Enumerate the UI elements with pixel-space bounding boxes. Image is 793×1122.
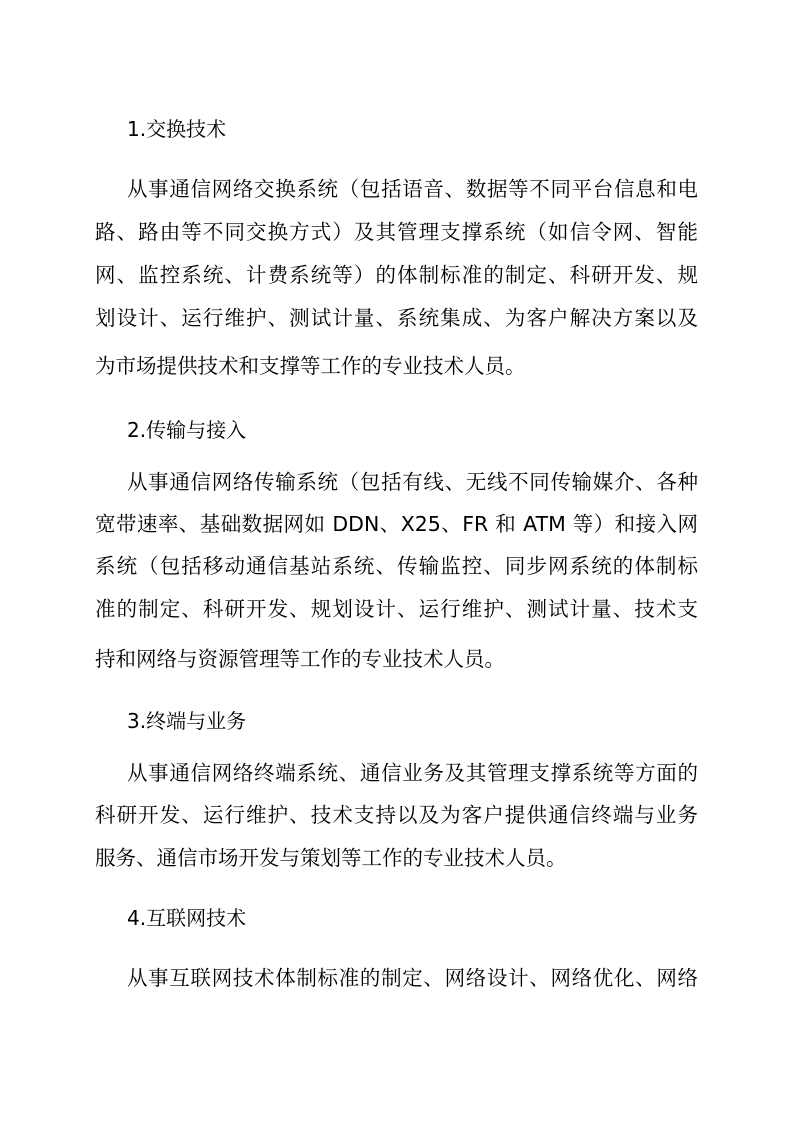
section-2-line-2: 宽带速率、基础数据网如 DDN、X25、FR 和 ATM 等）和接入网 bbox=[95, 512, 698, 536]
section-2-line-4: 准的制定、科研开发、规划设计、运行维护、测试计量、技术支 bbox=[95, 597, 698, 621]
section-1-line-3: 网、监控系统、计费系统等）的体制标准的制定、科研开发、规 bbox=[95, 263, 698, 287]
section-2-line-5: 持和网络与资源管理等工作的专业技术人员。 bbox=[95, 647, 505, 671]
section-2-heading: 2.传输与接入 bbox=[127, 418, 247, 442]
section-1-line-4: 划设计、运行维护、测试计量、系统集成、为客户解决方案以及 bbox=[95, 306, 698, 330]
section-1-line-1: 从事通信网络交换系统（包括语音、数据等不同平台信息和电 bbox=[127, 177, 698, 201]
section-4-line-1: 从事互联网技术体制标准的制定、网络设计、网络优化、网络 bbox=[127, 966, 698, 990]
section-1-line-5: 为市场提供技术和支撑等工作的专业技术人员。 bbox=[95, 354, 526, 378]
section-4-heading: 4.互联网技术 bbox=[127, 906, 247, 930]
section-2-line-1: 从事通信网络传输系统（包括有线、无线不同传输媒介、各种 bbox=[127, 470, 698, 494]
section-2-line-3: 系统（包括移动通信基站系统、传输监控、同步网系统的体制标 bbox=[95, 554, 698, 578]
section-1-heading: 1.交换技术 bbox=[127, 117, 227, 141]
section-3-line-3: 服务、通信市场开发与策划等工作的专业技术人员。 bbox=[95, 846, 567, 870]
section-3-heading: 3.终端与业务 bbox=[127, 709, 247, 733]
section-3-line-2: 科研开发、运行维护、技术支持以及为客户提供通信终端与业务 bbox=[95, 803, 698, 827]
section-3-line-1: 从事通信网络终端系统、通信业务及其管理支撑系统等方面的 bbox=[127, 761, 698, 785]
section-1-line-2: 路、路由等不同交换方式）及其管理支撑系统（如信令网、智能 bbox=[95, 220, 698, 244]
